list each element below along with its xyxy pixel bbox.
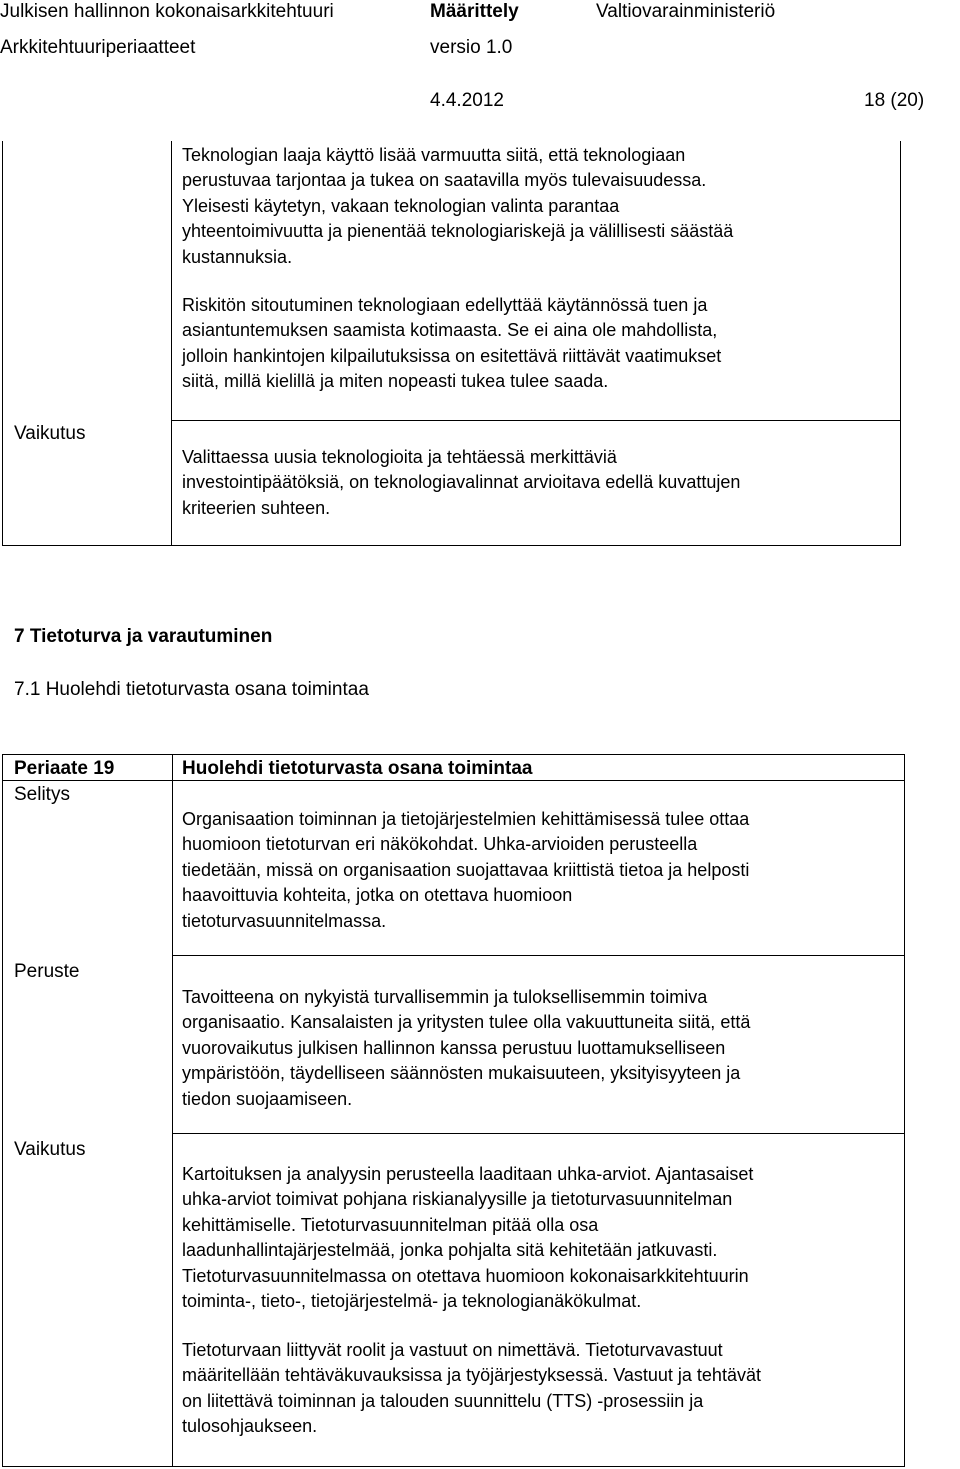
table-1-paragraph-2 [182, 293, 721, 395]
vaikutus-text-1 [182, 1162, 753, 1314]
text-line: on liitettävä toiminnan ja talouden suunnittelu (TTS) -prosessiin ja [182, 1390, 704, 1411]
text-line: perustuvaa tarjontaa ja tukea on saatavilla myös tulevaisuudessa. [182, 170, 707, 191]
text-line: yhteentoimivuutta ja pienentää teknologiariskejä ja välillisesti säästää [182, 221, 734, 242]
table-1-column-divider [171, 141, 172, 546]
header-page-number: 18 (20) [864, 90, 925, 111]
text-line: tietoturvasuunnitelmassa. [182, 910, 387, 931]
table-2-title-divider [172, 780, 905, 781]
table-1-row-divider [171, 420, 901, 421]
header-date: 4.4.2012 [430, 90, 504, 111]
table-2-column-divider [172, 754, 173, 1467]
text-line: kriteerien suhteen. [182, 497, 331, 518]
text-line: ympäristöön, täydelliseen säännösten mukaisuuteen, yksityisyyteen ja [182, 1063, 741, 1084]
header-doc-type: Määrittely [430, 1, 519, 22]
text-line: siitä, millä kielillä ja miten nopeasti tukea tulee saada. [182, 371, 609, 392]
text-line: Tietoturvaan liittyvät roolit ja vastuut on nimettävä. Tietoturvavastuut [182, 1340, 723, 1360]
text-line: Kartoituksen ja analyysin perusteella laaditaan uhka-arviot. Ajantasaiset [182, 1164, 754, 1184]
text-line: tiedetään, missä on organisaation suojattavaa kriittistä tietoa ja helposti [182, 859, 750, 880]
text-line: Organisaation toiminnan ja tietojärjestelmien kehittämisessä tulee ottaa [182, 809, 750, 829]
table-2-left-border [2, 754, 3, 1467]
text-line: tulosohjaukseen. [182, 1416, 318, 1437]
text-line: haavoittuvia kohteita, jotka on otettava huomioon [182, 885, 573, 906]
table-2-top-border [2, 754, 905, 755]
principle-title: Huolehdi tietoturvasta osana toimintaa [182, 758, 533, 779]
table-1-right-border [900, 141, 901, 546]
table-2-label-divider [2, 780, 172, 781]
text-line: kehittämiselle. Tietoturvasuunnitelman pitää olla osa [182, 1214, 599, 1235]
selitys-text [182, 807, 749, 934]
text-line: asiantuntemuksen saamista kotimaasta. Se ei aina ole mahdollista, [182, 320, 718, 341]
header-doc-title: Arkkitehtuuriperiaatteet [0, 37, 196, 58]
text-line: Yleisesti käytetyn, vakaan teknologian valinta parantaa [182, 195, 620, 216]
text-line: toiminta-, tieto-, tietojärjestelmä- ja teknologianäkökulmat. [182, 1291, 642, 1312]
text-line: Riskitön sitoutuminen teknologiaan edellyttää käytännössä tuen ja [182, 295, 708, 315]
text-line: organisaatio. Kansalaisten ja yritysten tulee olla vakuuttuneita siitä, että [182, 1012, 751, 1033]
table-1-bottom-border [2, 545, 901, 546]
peruste-text [182, 985, 750, 1112]
table-1-paragraph-1 [182, 143, 733, 270]
selitys-label: Selitys [14, 784, 70, 805]
vaikutus-text-2 [182, 1338, 761, 1440]
text-line: vuorovaikutus julkisen hallinnon kanssa perustuu luottamukselliseen [182, 1037, 726, 1058]
text-line: tiedon suojaamiseen. [182, 1088, 353, 1109]
periaate-label: Periaate 19 [14, 758, 115, 779]
subsection-heading: 7.1 Huolehdi tietoturvasta osana toimintaa [14, 679, 369, 700]
table-1-left-border [2, 141, 3, 546]
text-line: huomioon tietoturvan eri näkökohdat. Uhka-arvioiden perusteella [182, 834, 698, 855]
text-line: määritellään tehtäväkuvauksissa ja työjärjestyksessä. Vastuut ja tehtävät [182, 1365, 761, 1386]
text-line: jolloin hankintojen kilpailutuksissa on esitettävä riittävät vaatimukset [182, 345, 722, 366]
text-line: investointipäätöksiä, on teknologiavalinnat arvioitava edellä kuvattujen [182, 472, 741, 493]
text-line: Valittaessa uusia teknologioita ja tehtäessä merkittäviä [182, 447, 617, 467]
vaikutus-label: Vaikutus [14, 1139, 86, 1160]
table-1-vaikutus-text [182, 445, 740, 521]
table-2-row-divider-1 [172, 955, 905, 956]
table-2-right-border [904, 754, 905, 1467]
text-line: Tietoturvasuunnitelmassa on otettava huomioon kokonaisarkkitehtuurin [182, 1265, 749, 1286]
table-2-bottom-border [2, 1466, 905, 1467]
header-ministry: Valtiovarainministeriö [596, 1, 776, 22]
text-line: uhka-arviot toimivat pohjana riskianalyysille ja tietoturvasuunnitelman [182, 1189, 733, 1210]
text-line: Tavoitteena on nykyistä turvallisemmin ja tuloksellisemmin toimiva [182, 987, 708, 1007]
header-org: Julkisen hallinnon kokonaisarkkitehtuuri [0, 1, 334, 22]
text-line: kustannuksia. [182, 246, 293, 267]
text-line: Teknologian laaja käyttö lisää varmuutta siitä, että teknologiaan [182, 145, 686, 165]
table-2-row-divider-2 [172, 1133, 905, 1134]
table-1-vaikutus-label: Vaikutus [14, 423, 86, 444]
header-version: versio 1.0 [430, 37, 513, 58]
text-line: laadunhallintajärjestelmää, jonka pohjalta sitä kehitetään jatkuvasti. [182, 1240, 718, 1261]
section-heading: 7 Tietoturva ja varautuminen [14, 626, 273, 647]
peruste-label: Peruste [14, 961, 80, 982]
